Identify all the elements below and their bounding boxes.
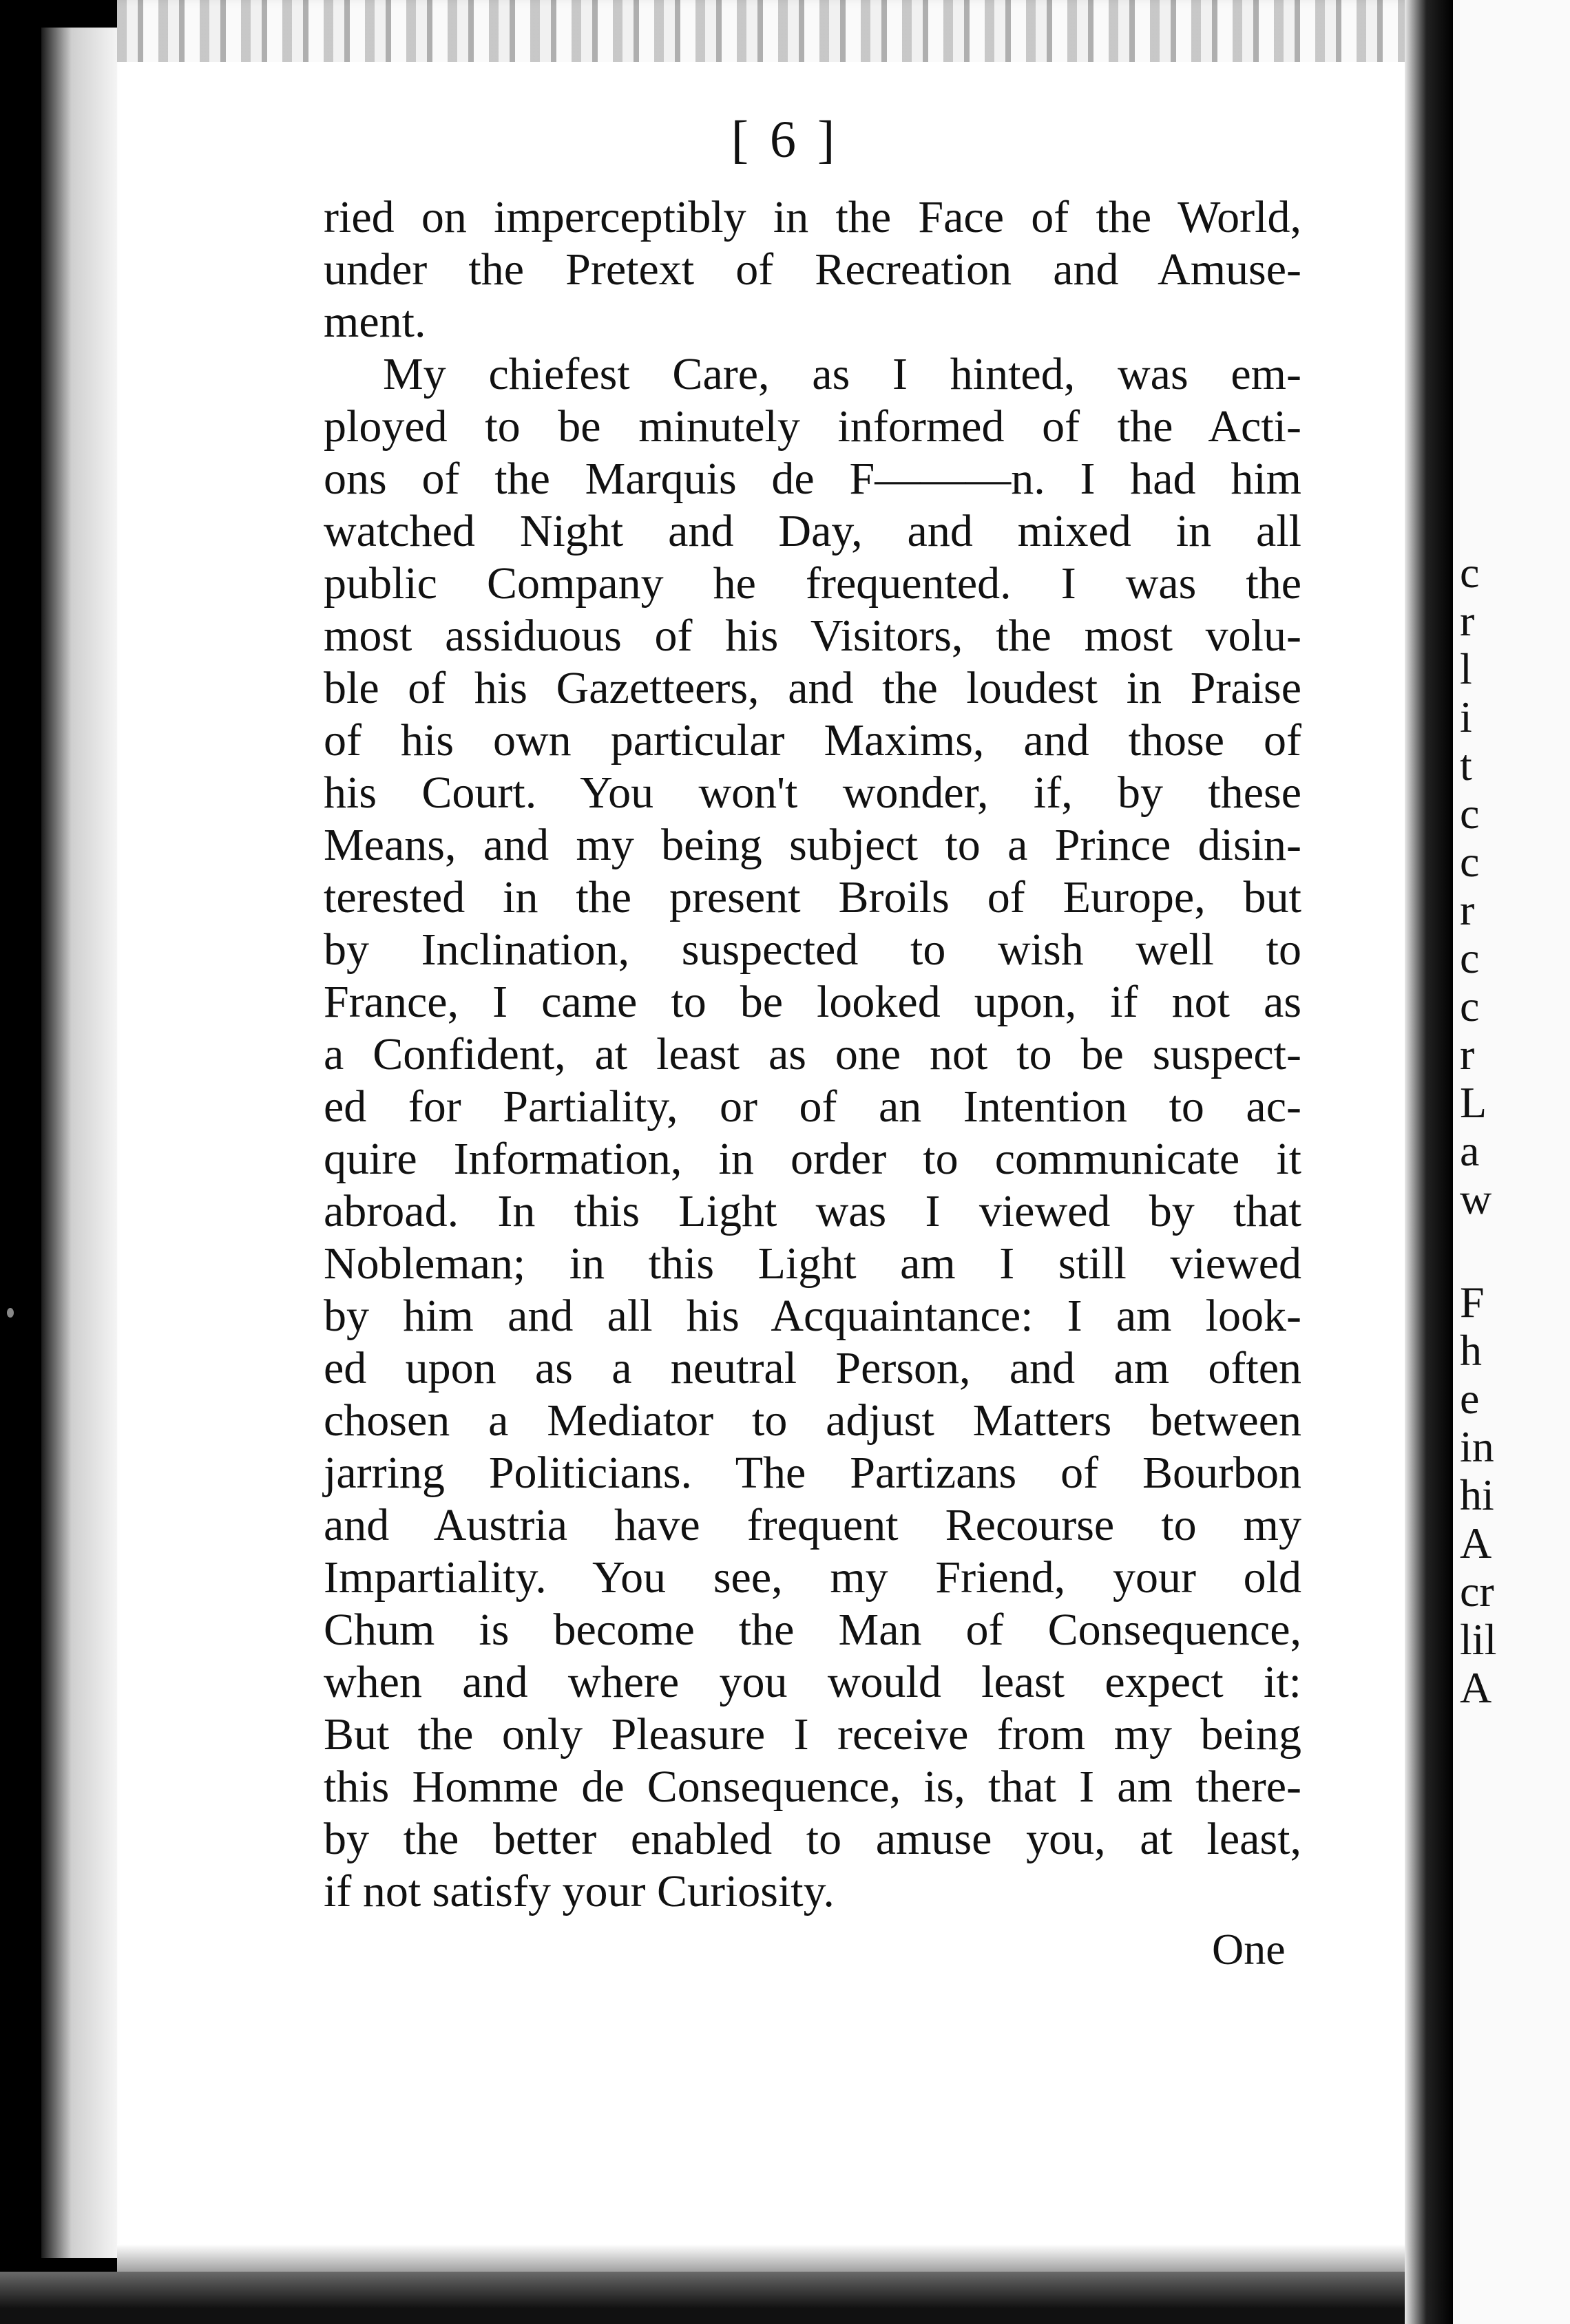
text-line: watched Night and Day, and mixed in all	[324, 506, 1301, 556]
text-line: Chum is become the Man of Consequence,	[324, 1605, 1301, 1655]
ink-speck	[7, 1308, 14, 1318]
page-top-edge	[117, 0, 1425, 62]
text-line: by the better enabled to amuse you, at least,	[324, 1814, 1301, 1864]
text-line: France, I came to be looked upon, if not as	[324, 977, 1301, 1027]
page-number: [ 6 ]	[731, 111, 839, 169]
facing-page-fragment: a	[1460, 1126, 1480, 1175]
text-line: But the only Pleasure I receive from my being	[324, 1709, 1301, 1760]
facing-page-fragment: in	[1460, 1422, 1494, 1471]
facing-page-fragment: l	[1460, 644, 1472, 693]
facing-page-fragment: c	[1460, 982, 1480, 1031]
facing-page-fragment: w	[1460, 1174, 1492, 1223]
facing-page-fragment: cr	[1460, 1567, 1494, 1616]
text-line: ble of his Gazetteers, and the loudest in Praise	[324, 663, 1301, 713]
facing-page-fragment: A	[1460, 1519, 1492, 1567]
text-line: ried on imperceptibly in the Face of the World,	[324, 192, 1301, 242]
text-line: his Court. You won't wonder, if, by these	[324, 768, 1301, 818]
facing-page-fragment: c	[1460, 789, 1480, 838]
text-line: a Confident, at least as one not to be suspect-	[324, 1029, 1301, 1079]
facing-page-fragment: lil	[1460, 1615, 1497, 1664]
facing-page-fragment: L	[1460, 1078, 1487, 1127]
text-line: ons of the Marquis de F———n. I had him	[324, 454, 1301, 504]
page-gutter	[1405, 0, 1453, 2324]
facing-page-edge-left	[41, 28, 117, 2258]
facing-page-fragment: e	[1460, 1374, 1480, 1423]
text-line: by him and all his Acquaintance: I am look-	[324, 1291, 1301, 1341]
facing-page-fragment: i	[1460, 693, 1472, 741]
facing-page-fragment: r	[1460, 596, 1475, 645]
facing-page-right	[1453, 0, 1570, 2324]
facing-page-fragment: r	[1460, 885, 1475, 934]
text-line: quire Information, in order to communicate it	[324, 1134, 1301, 1184]
facing-page-fragment: h	[1460, 1326, 1482, 1375]
page-bottom-edge	[0, 2272, 1405, 2324]
text-line: ment.	[324, 297, 426, 347]
text-line: ployed to be minutely informed of the Acti-	[324, 401, 1301, 452]
text-line: of his own particular Maxims, and those of	[324, 715, 1301, 765]
text-line: when and where you would least expect it:	[324, 1657, 1301, 1707]
text-line: under the Pretext of Recreation and Amuse-	[324, 244, 1301, 295]
page-bottom-shadow	[117, 2244, 1425, 2272]
body-text	[324, 191, 1301, 1918]
text-line: if not satisfy your Curiosity.	[324, 1866, 835, 1916]
text-line: public Company he frequented. I was the	[324, 558, 1301, 609]
text-line: Nobleman; in this Light am I still viewed	[324, 1238, 1301, 1289]
facing-page-fragment: r	[1460, 1030, 1475, 1079]
facing-page-fragment: F	[1460, 1278, 1485, 1327]
facing-page-fragment: c	[1460, 933, 1480, 982]
text-line: Impartiality. You see, my Friend, your old	[324, 1552, 1301, 1603]
text-line: Means, and my being subject to a Prince disin-	[324, 820, 1301, 870]
text-line: this Homme de Consequence, is, that I am there-	[324, 1762, 1301, 1812]
facing-page-fragment: c	[1460, 837, 1480, 886]
text-line: My chiefest Care, as I hinted, was em-	[383, 349, 1301, 399]
text-line: jarring Politicians. The Partizans of Bourbon	[324, 1448, 1301, 1498]
facing-page-fragment: t	[1460, 741, 1472, 790]
binding-shadow	[0, 0, 41, 2324]
text-line: ed upon as a neutral Person, and am often	[324, 1343, 1301, 1393]
text-line: by Inclination, suspected to wish well to	[324, 925, 1301, 975]
text-line: abroad. In this Light was I viewed by that	[324, 1186, 1301, 1236]
text-line: terested in the present Broils of Europe, but	[324, 872, 1301, 922]
facing-page-fragment: c	[1460, 548, 1480, 597]
text-line: and Austria have frequent Recourse to my	[324, 1500, 1301, 1550]
text-line: most assiduous of his Visitors, the most volu-	[324, 611, 1301, 661]
facing-page-fragment: A	[1460, 1663, 1492, 1712]
text-line: chosen a Mediator to adjust Matters between	[324, 1395, 1301, 1446]
catchword: One	[1212, 1925, 1286, 1974]
facing-page-fragment: hi	[1460, 1470, 1494, 1519]
text-line: ed for Partiality, or of an Intention to ac-	[324, 1081, 1301, 1132]
